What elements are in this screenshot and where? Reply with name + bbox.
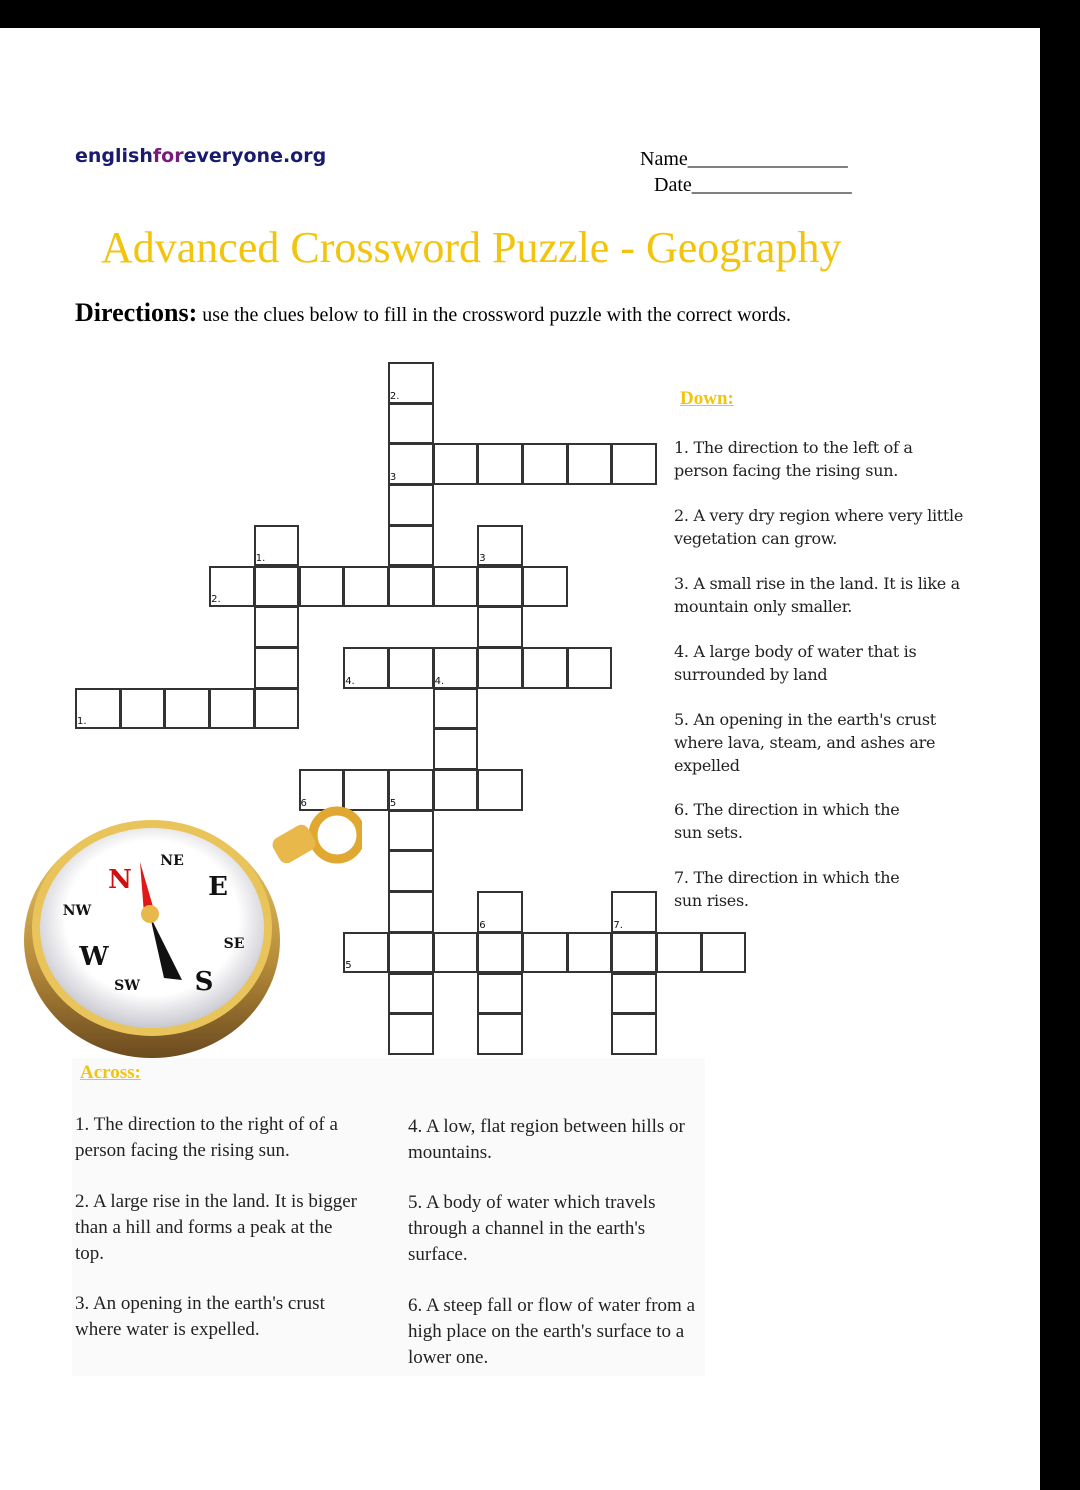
crossword-cell[interactable]	[477, 647, 523, 689]
crossword-cell[interactable]	[254, 688, 300, 730]
crossword-cell[interactable]	[477, 973, 523, 1015]
down-clue: 2. A very dry region where very little vegetation can grow.	[674, 506, 964, 548]
crossword-cell[interactable]	[388, 362, 434, 404]
crossword-cell[interactable]	[522, 647, 568, 689]
down-clue: 5. An opening in the earth's crust where lava, steam, and ashes are expelled	[674, 710, 936, 775]
crossword-cell[interactable]	[522, 566, 568, 608]
crossword-cell[interactable]	[611, 891, 657, 933]
directions	[75, 298, 791, 328]
crossword-cell[interactable]	[477, 566, 523, 608]
clue-number: 7.	[613, 919, 623, 931]
across-clue: 3. An opening in the earth's crust where water is expelled.	[75, 1293, 325, 1340]
clue-number: 5	[389, 797, 397, 809]
directions-label: Directions:	[75, 298, 198, 327]
crossword-cell[interactable]	[522, 443, 568, 485]
across-heading: Across:	[80, 1062, 141, 1083]
crossword-cell[interactable]	[388, 769, 434, 811]
crossword-cell[interactable]	[611, 932, 657, 974]
crossword-cell[interactable]	[209, 566, 255, 608]
crossword-cell[interactable]	[388, 932, 434, 974]
logo-part: everyone.org	[183, 145, 327, 167]
crossword-cell[interactable]	[254, 606, 300, 648]
name-date-block	[640, 146, 852, 198]
crossword-cell[interactable]	[477, 525, 523, 567]
crossword-cell[interactable]	[299, 566, 345, 608]
directions-text: use the clues below to fill in the crossword puzzle with the correct words.	[197, 304, 792, 326]
clue-number: 2.	[211, 594, 221, 606]
crossword-cell[interactable]	[164, 688, 210, 730]
down-clue: 4. A large body of water that is surrounded by land	[674, 642, 917, 684]
name-field[interactable]: Name________________	[640, 148, 848, 170]
down-heading: Down:	[680, 388, 734, 409]
crossword-cell[interactable]	[611, 973, 657, 1015]
crossword-cell[interactable]	[388, 443, 434, 485]
clue-number: 4.	[345, 675, 355, 687]
crossword-cell[interactable]	[388, 850, 434, 892]
crossword-cell[interactable]	[343, 566, 389, 608]
crossword-cell[interactable]	[433, 769, 479, 811]
crossword-cell[interactable]	[477, 1013, 523, 1055]
clue-number: 3	[479, 553, 486, 565]
clue-number: 1.	[77, 716, 87, 728]
crossword-cell[interactable]	[388, 484, 434, 526]
compass-label: NW	[62, 903, 92, 919]
crossword-cell[interactable]	[388, 525, 434, 567]
clue-number: 5	[345, 960, 352, 972]
crossword-cell[interactable]	[120, 688, 166, 730]
page-title: Advanced Crossword Puzzle - Geography	[101, 223, 842, 272]
down-clue: 7. The direction in which the sun rises.	[674, 868, 900, 910]
crossword-cell[interactable]	[433, 566, 479, 608]
crossword-cell[interactable]	[477, 769, 523, 811]
crossword-cell[interactable]	[388, 810, 434, 852]
crossword-cell[interactable]	[75, 688, 121, 730]
crossword-cell[interactable]	[254, 525, 300, 567]
crossword-cell[interactable]	[701, 932, 747, 974]
crossword-cell[interactable]	[254, 566, 300, 608]
across-clue: 1. The direction to the right of of a person facing the rising sun.	[75, 1114, 338, 1161]
crossword-cell[interactable]	[611, 443, 657, 485]
crossword-cell[interactable]	[433, 443, 479, 485]
crossword-cell[interactable]	[522, 932, 568, 974]
clue-number: 6	[479, 919, 486, 931]
down-clue: 1. The direction to the left of a person facing the rising sun.	[674, 438, 913, 480]
crossword-cell[interactable]	[433, 647, 479, 689]
crossword-cell[interactable]	[477, 443, 523, 485]
compass-label: NE	[160, 853, 184, 869]
crossword-cell[interactable]	[388, 1013, 434, 1055]
compass-label: SE	[223, 936, 245, 952]
down-clue: 3. A small rise in the land. It is like a mountain only smaller.	[674, 574, 960, 616]
clue-number: 4.	[434, 675, 445, 687]
crossword-cell[interactable]	[388, 566, 434, 608]
crossword-cell[interactable]	[567, 443, 613, 485]
clue-number: 2.	[389, 390, 400, 402]
date-field[interactable]: Date________________	[654, 174, 852, 196]
compass-label: N	[108, 865, 132, 895]
compass-illustration	[22, 790, 362, 1060]
crossword-cell[interactable]	[567, 647, 613, 689]
clue-number: 6	[300, 797, 307, 809]
crossword-cell[interactable]	[477, 606, 523, 648]
crossword-cell[interactable]	[611, 1013, 657, 1055]
crossword-cell[interactable]	[433, 728, 479, 770]
crossword-cell[interactable]	[209, 688, 255, 730]
logo-part: for	[152, 145, 184, 167]
crossword-cell[interactable]	[388, 647, 434, 689]
crossword-cell[interactable]	[343, 647, 389, 689]
across-clue: 5. A body of water which travels through a channel in the earth's surface.	[408, 1192, 656, 1265]
across-clue: 6. A steep fall or flow of water from a high place on the earth's surface to a lower one.	[408, 1295, 696, 1368]
crossword-cell[interactable]	[477, 891, 523, 933]
crossword-cell[interactable]	[388, 973, 434, 1015]
right-black-bar	[1040, 28, 1080, 1490]
crossword-cell[interactable]	[656, 932, 702, 974]
across-clue: 4. A low, flat region between hills or mountains.	[408, 1116, 685, 1163]
crossword-cell[interactable]	[477, 932, 523, 974]
compass-label: W	[79, 942, 109, 972]
logo-part: english	[75, 145, 153, 167]
top-black-bar	[0, 0, 1080, 28]
clue-number: 3	[389, 472, 397, 484]
down-clue: 6. The direction in which the sun sets.	[674, 800, 900, 842]
crossword-cell[interactable]	[254, 647, 300, 689]
compass-label: E	[208, 872, 228, 902]
compass-label: SW	[114, 978, 140, 994]
crossword-cell[interactable]	[567, 932, 613, 974]
crossword-cell[interactable]	[433, 932, 479, 974]
compass-label: S	[194, 967, 214, 997]
clue-number: 1.	[255, 553, 266, 565]
compass-ring	[313, 811, 361, 859]
crossword-cell[interactable]	[388, 403, 434, 445]
across-clue: 2. A large rise in the land. It is bigger than a hill and forms a peak at the top.	[75, 1191, 357, 1264]
crossword-cell[interactable]	[388, 891, 434, 933]
crossword-cell[interactable]	[433, 688, 479, 730]
site-logo	[75, 145, 326, 167]
